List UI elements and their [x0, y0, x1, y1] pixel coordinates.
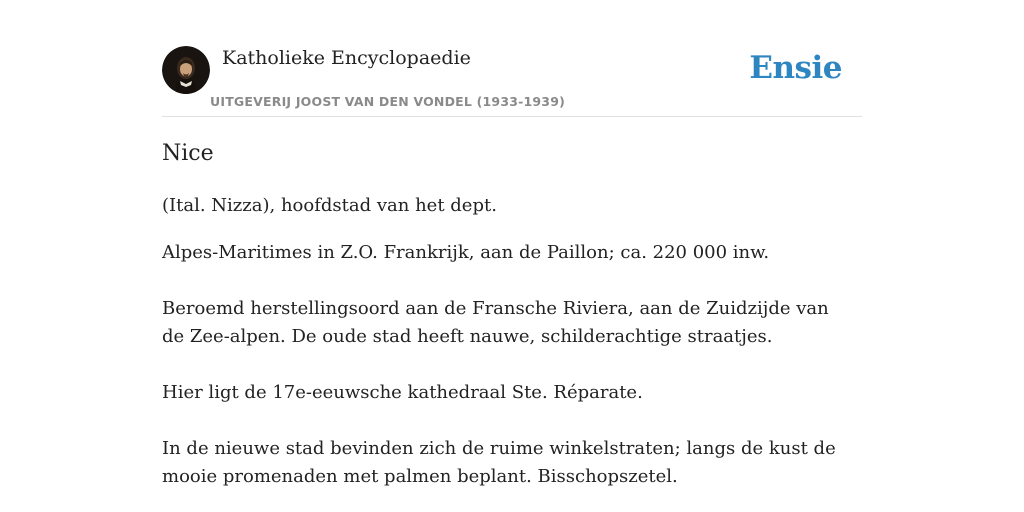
- publisher-label: UITGEVERIJ JOOST VAN DEN VONDEL (1933-1939): [210, 94, 566, 109]
- site-title[interactable]: Katholieke Encyclopaedie: [222, 47, 471, 69]
- article-paragraph: Hier ligt de 17e-eeuwsche kathedraal Ste. Réparate.: [162, 382, 643, 403]
- brand-logo[interactable]: Ensie: [749, 50, 842, 86]
- site-header: [162, 46, 862, 117]
- article-paragraph: In de nieuwe stad bevinden zich de ruime winkelstraten; langs de kust de mooie promenaden met palmen beplant. Bisschopszetel.: [162, 438, 836, 487]
- portrait-avatar-icon[interactable]: [162, 46, 210, 94]
- article-paragraph: (Ital. Nizza), hoofdstad van het dept.: [162, 195, 497, 216]
- article-title: Nice: [162, 141, 214, 166]
- article-content: [162, 140, 852, 491]
- article-paragraph: Beroemd herstellingsoord aan de Fransche Riviera, aan de Zuidzijde van de Zee-alpen. De oude stad heeft nauwe, schilderachtige straatjes.: [162, 298, 829, 347]
- portrait-avatar-graphic: [162, 46, 210, 94]
- article-paragraph: Alpes-Maritimes in Z.O. Frankrijk, aan de Paillon; ca. 220 000 inw.: [162, 242, 770, 263]
